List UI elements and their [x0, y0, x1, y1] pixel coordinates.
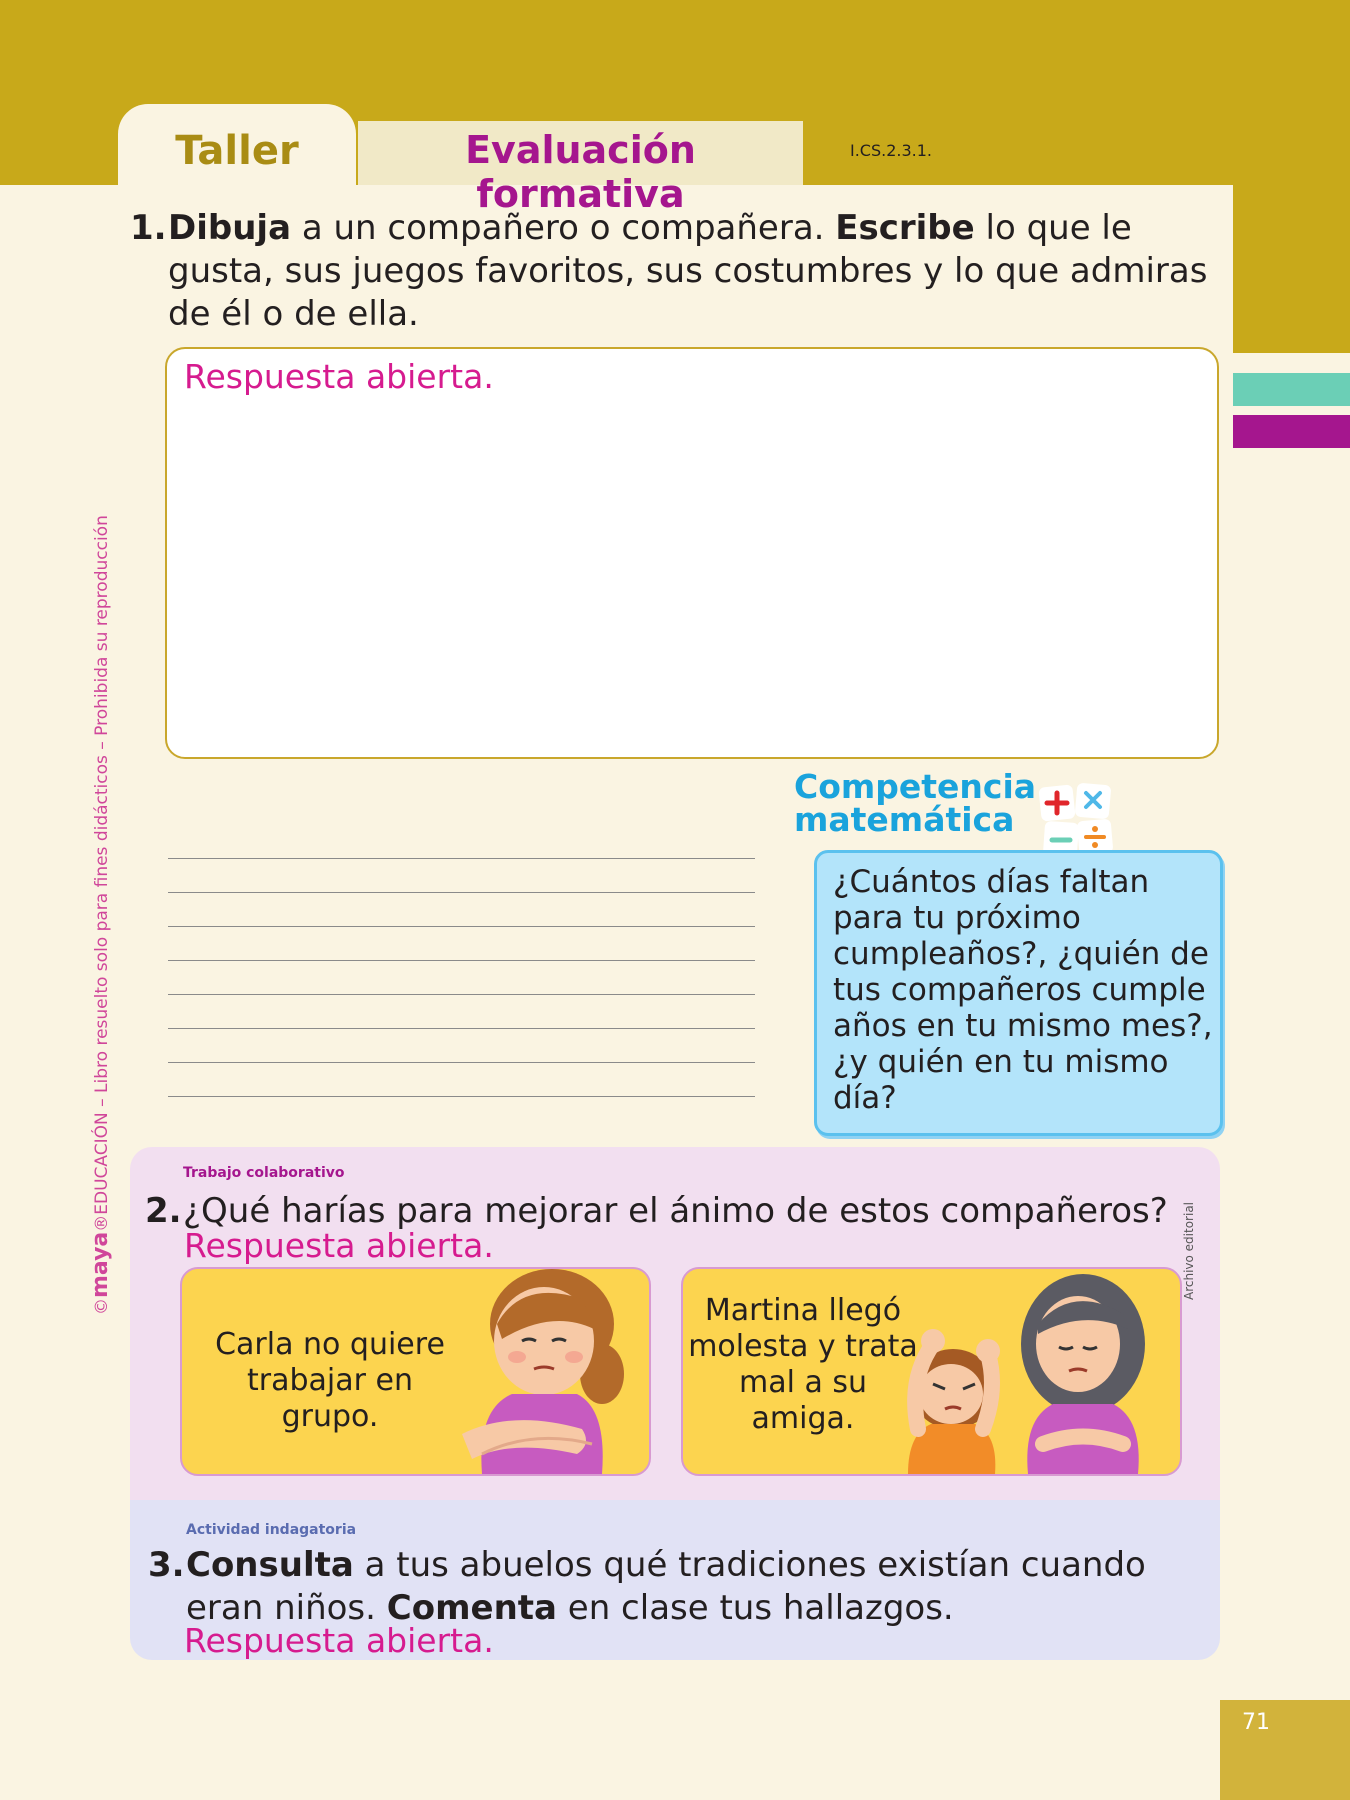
skill-code: I.CS.2.3.1. — [850, 141, 933, 160]
verb-comenta: Comenta — [386, 1588, 557, 1628]
text-part: en clase tus hallazgos. — [556, 1588, 954, 1628]
card-carla-text: Carla no quiere trabajar en grupo. — [215, 1327, 445, 1434]
writing-line[interactable] — [168, 858, 755, 859]
copyright-text: EDUCACIÓN – Libro resuelto solo para fines didácticos – Prohibida su reproducción — [92, 515, 112, 1215]
question-number: 2. — [145, 1191, 182, 1231]
image-credit: Archivo editorial — [1182, 1201, 1196, 1300]
magenta-strip — [1233, 415, 1350, 448]
competencia-title-line1: Competencia — [794, 767, 1037, 806]
writing-line[interactable] — [168, 1062, 755, 1063]
math-question-text: ¿Cuántos días faltan para tu próximo cumpleaños?, ¿quién de tus compañeros cumple años en tu mismo mes?, ¿y quién en tu mismo día? — [833, 864, 1213, 1116]
right-band — [1233, 0, 1350, 353]
question-number: 1. — [130, 208, 167, 248]
verb-dibuja: Dibuja — [168, 208, 292, 248]
text-part: a tus abuelos qué tradiciones existían cuando eran niños. — [186, 1545, 1146, 1628]
card-martina-text: Martina llegó molesta y trata mal a su amiga. — [688, 1293, 918, 1436]
verb-consulta: Consulta — [186, 1545, 354, 1585]
teal-strip — [1233, 373, 1350, 406]
question-number: 3. — [148, 1545, 185, 1585]
question-text — [186, 1544, 1228, 1630]
brand-logo: maya — [88, 1231, 113, 1298]
text-part: a un compañero o compañera. — [291, 208, 836, 248]
drawing-box[interactable] — [165, 347, 1219, 759]
taller-label: Taller — [175, 128, 299, 174]
question-text: ¿Qué harías para mejorar el ánimo de estos compañeros? — [183, 1191, 1168, 1231]
section-tag-collab: Trabajo colaborativo — [183, 1165, 345, 1181]
competencia-title — [794, 767, 1037, 839]
text-part: lo que le gusta, sus juegos favoritos, sus costumbres y lo que admiras de él o de ella. — [168, 208, 1208, 334]
writing-line[interactable] — [168, 1028, 755, 1029]
question-3 — [148, 1544, 1228, 1630]
writing-line[interactable] — [168, 1096, 755, 1097]
section-tag-inquiry: Actividad indagatoria — [186, 1522, 357, 1538]
writing-line[interactable] — [168, 926, 755, 927]
question-2-answer: Respuesta abierta. — [184, 1226, 494, 1265]
registered-symbol: ® — [92, 1214, 112, 1232]
page-number: 71 — [1242, 1710, 1270, 1735]
question-3-answer: Respuesta abierta. — [184, 1621, 494, 1660]
question-1 — [130, 207, 1230, 336]
eval-label: Evaluación formativa — [465, 128, 696, 216]
question-text — [168, 207, 1230, 336]
drawing-answer: Respuesta abierta. — [184, 357, 494, 396]
page-number-box — [1220, 1700, 1350, 1800]
writing-line[interactable] — [168, 892, 755, 893]
copyright-symbol: © — [92, 1298, 112, 1315]
copyright-sidebar — [88, 515, 113, 1315]
writing-line[interactable] — [168, 960, 755, 961]
writing-line[interactable] — [168, 994, 755, 995]
competencia-title-line2: matemática — [794, 800, 1015, 839]
verb-escribe: Escribe — [835, 208, 975, 248]
